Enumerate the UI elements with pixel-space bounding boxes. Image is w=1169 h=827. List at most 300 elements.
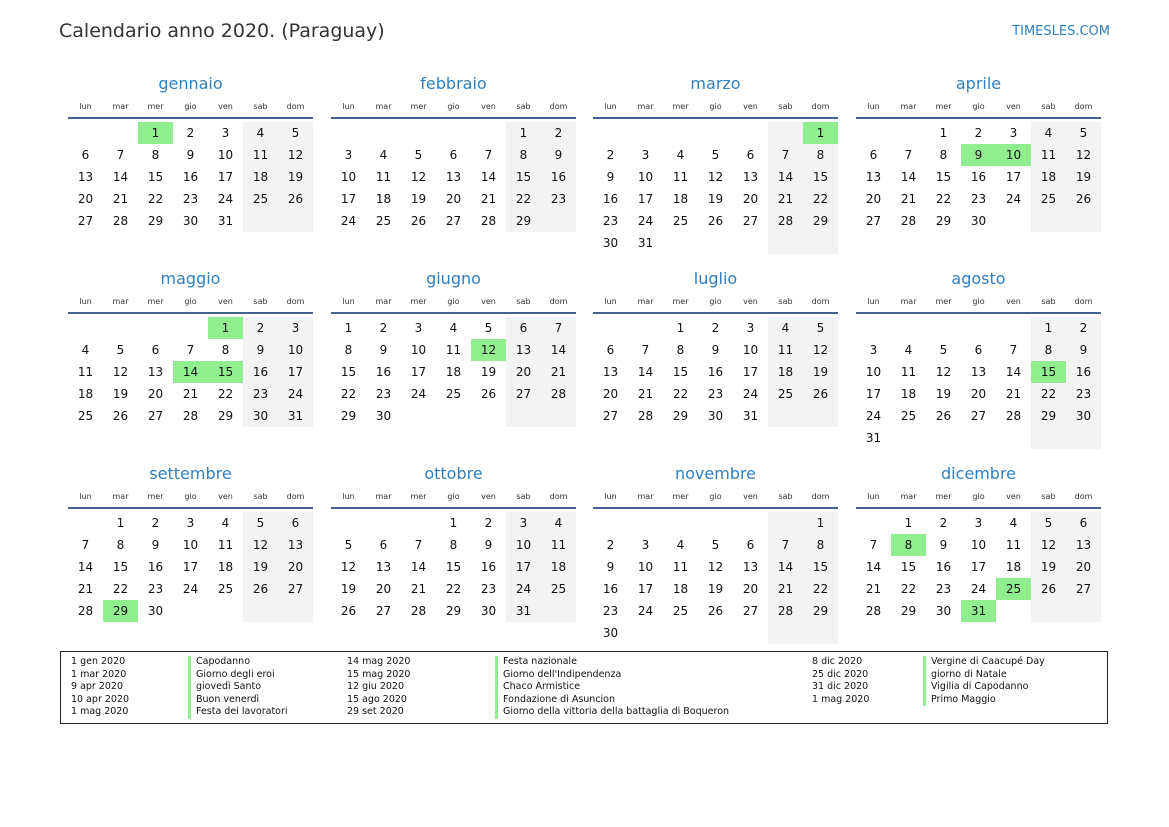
day-cell: 9 [1066,339,1101,361]
day-cell: 7 [186,343,195,357]
day-cell: 28 [480,214,497,228]
day-cell: 8 [151,148,160,162]
weekday-label: mar [112,492,129,501]
day-cell: 25 [217,582,234,596]
day-cell: 5 [414,148,423,162]
weekday-label: lun [867,102,880,111]
day-cell: 27 [506,383,541,405]
day-cell: 28 [768,210,803,232]
day-cell: 16 [935,560,952,574]
day-cell: 22 [803,188,838,210]
empty-day-cell [803,622,838,644]
weekday-label: sab [1041,492,1056,501]
day-cell: 8 [449,538,458,552]
weekday-header [331,489,576,505]
weekday-label: mar [637,492,654,501]
day-cell: 15 [506,166,541,188]
day-cell: 5 [1031,512,1066,534]
weekday-label: mar [375,102,392,111]
day-cell: 8 [676,343,685,357]
day-cell: 24 [742,387,759,401]
weekday-label: gio [184,102,197,111]
month-name: ottobre [424,464,483,483]
weekday-label: lun [79,492,92,501]
day-cell: 9 [151,538,160,552]
weekday-label: lun [342,297,355,306]
holiday-legend [60,651,1108,724]
day-cell: 23 [1066,383,1101,405]
day-cell: 4 [676,148,685,162]
weekday-label: dom [811,492,830,501]
day-cell: 23 [147,582,164,596]
month-dicembre [856,464,1101,622]
day-cell: 6 [746,148,755,162]
day-cell: 30 [147,604,164,618]
empty-day-cell [996,427,1031,449]
weekday-label: sab [778,492,793,501]
header-rule [331,312,576,314]
weekday-label: dom [286,492,305,501]
weekday-label: dom [1074,102,1093,111]
weekday-label: ven [218,492,233,501]
weekday-label: sab [778,102,793,111]
day-cell: 18 [672,582,689,596]
day-cell: 30 [935,604,952,618]
empty-day-cell [103,122,138,144]
day-cell: 9 [243,339,278,361]
weekday-label: gio [709,297,722,306]
holiday-day-cell: 31 [961,600,996,622]
day-cell: 15 [900,560,917,574]
day-cell: 25 [77,409,94,423]
day-cell: 20 [278,556,313,578]
day-cell: 3 [186,516,195,530]
day-cell: 4 [904,343,913,357]
day-cell: 1 [449,516,458,530]
weekday-label: mer [672,102,689,111]
empty-day-cell [401,512,436,534]
weekday-label: mer [147,102,164,111]
day-cell: 2 [243,317,278,339]
day-cell: 14 [768,166,803,188]
day-cell: 19 [935,387,952,401]
day-cell: 19 [480,365,497,379]
day-cell: 29 [935,214,952,228]
day-cell: 15 [112,560,129,574]
day-cell: 1 [116,516,125,530]
legend-holiday-name: Buon venerdì [188,694,288,707]
day-cell: 2 [186,126,195,140]
day-cell: 21 [1005,387,1022,401]
day-cell: 22 [900,582,917,596]
weekday-label: sab [516,297,531,306]
day-cell: 6 [379,538,388,552]
day-cell: 26 [803,383,838,405]
day-cell: 4 [449,321,458,335]
weekday-label: mer [672,297,689,306]
empty-day-cell [663,512,698,534]
weekday-label: ven [1006,492,1021,501]
empty-day-cell [733,122,768,144]
day-cell: 28 [77,604,94,618]
weekday-label: gio [447,492,460,501]
weekday-label: sab [253,102,268,111]
weekday-header [68,99,313,115]
day-cell: 23 [970,192,987,206]
weekday-label: dom [549,297,568,306]
day-cell: 2 [541,122,576,144]
month-marzo [593,74,838,254]
day-cell: 27 [445,214,462,228]
empty-day-cell [926,317,961,339]
day-cell: 1 [506,122,541,144]
weekday-label: mar [375,297,392,306]
empty-day-cell [1066,427,1101,449]
weekday-label: dom [286,297,305,306]
month-novembre [593,464,838,644]
day-cell: 22 [1031,383,1066,405]
day-cell: 13 [147,365,164,379]
day-cell: 11 [77,365,94,379]
day-cell: 6 [81,148,90,162]
day-cell: 13 [445,170,462,184]
empty-day-cell [768,405,803,427]
day-cell: 18 [541,556,576,578]
day-cell: 6 [278,512,313,534]
weekday-label: gio [447,102,460,111]
day-cell: 17 [865,387,882,401]
day-cell: 19 [410,192,427,206]
day-cell: 20 [147,387,164,401]
empty-day-cell [733,622,768,644]
day-cell: 29 [672,409,689,423]
holiday-day-cell: 10 [996,144,1031,166]
day-cell: 19 [243,556,278,578]
day-cell: 24 [637,604,654,618]
weekday-label: lun [867,297,880,306]
day-cell: 24 [506,578,541,600]
legend-dates-col-1 [71,656,129,719]
month-name: gennaio [158,74,223,93]
day-cell: 13 [602,365,619,379]
day-cell: 3 [506,512,541,534]
day-cell: 3 [641,538,650,552]
day-cell: 20 [602,387,619,401]
empty-day-cell [856,122,891,144]
day-cell: 27 [742,214,759,228]
day-cell: 28 [1005,409,1022,423]
days-grid [856,512,1101,622]
day-cell: 4 [243,122,278,144]
empty-day-cell [593,512,628,534]
day-cell: 19 [112,387,129,401]
day-cell: 19 [278,166,313,188]
day-cell: 8 [116,538,125,552]
day-cell: 17 [217,170,234,184]
day-cell: 11 [672,170,689,184]
day-cell: 23 [480,582,497,596]
weekday-label: sab [1041,297,1056,306]
day-cell: 11 [672,560,689,574]
day-cell: 12 [278,144,313,166]
day-cell: 21 [865,582,882,596]
day-cell: 13 [970,365,987,379]
day-cell: 7 [869,538,878,552]
day-cell: 3 [1009,126,1018,140]
weekday-label: mar [637,102,654,111]
empty-day-cell [1066,600,1101,622]
day-cell: 20 [1066,556,1101,578]
day-cell: 10 [637,560,654,574]
weekday-label: mar [900,492,917,501]
days-grid [593,512,838,644]
weekday-header [331,99,576,115]
day-cell: 14 [1005,365,1022,379]
day-cell: 24 [637,214,654,228]
day-cell: 5 [344,538,353,552]
legend-holiday-name: Giorno della vittoria della battaglia di Boqueron [495,706,729,719]
day-cell: 15 [935,170,952,184]
empty-day-cell [628,622,663,644]
day-cell: 3 [221,126,230,140]
legend-holiday-name: Chaco Armistice [495,681,729,694]
legend-holiday-name: Giorno dell'Indipendenza [495,669,729,682]
empty-day-cell [366,512,401,534]
weekday-label: mer [147,492,164,501]
day-cell: 5 [243,512,278,534]
day-cell: 27 [742,604,759,618]
month-febbraio [331,74,576,232]
day-cell: 8 [344,343,353,357]
empty-day-cell [506,405,541,427]
empty-day-cell [593,122,628,144]
day-cell: 27 [375,604,392,618]
day-cell: 19 [1066,166,1101,188]
day-cell: 1 [1031,317,1066,339]
day-cell: 27 [970,409,987,423]
day-cell: 3 [641,148,650,162]
day-cell: 6 [151,343,160,357]
empty-day-cell [891,122,926,144]
empty-day-cell [803,405,838,427]
empty-day-cell [698,232,733,254]
day-cell: 24 [1005,192,1022,206]
day-cell: 30 [375,409,392,423]
day-cell: 15 [445,560,462,574]
header-rule [593,507,838,509]
legend-holiday-name: Festa dei lavoratori [188,706,288,719]
empty-day-cell [698,512,733,534]
legend-date: 12 giu 2020 [347,681,404,692]
day-cell: 11 [243,144,278,166]
weekday-label: sab [516,492,531,501]
day-cell: 9 [186,148,195,162]
day-cell: 2 [1066,317,1101,339]
day-cell: 4 [379,148,388,162]
empty-day-cell [768,122,803,144]
holiday-day-cell: 8 [891,534,926,556]
day-cell: 26 [935,409,952,423]
legend-date: 1 mag 2020 [812,693,870,705]
day-cell: 21 [182,387,199,401]
days-grid [856,122,1101,232]
holiday-day-cell: 9 [961,144,996,166]
empty-day-cell [663,122,698,144]
day-cell: 28 [410,604,427,618]
day-cell: 14 [865,560,882,574]
empty-day-cell [698,622,733,644]
month-aprile [856,74,1101,232]
day-cell: 16 [182,170,199,184]
empty-day-cell [243,600,278,622]
header-rule [68,507,313,509]
day-cell: 22 [803,578,838,600]
empty-day-cell [996,600,1031,622]
day-cell: 24 [410,387,427,401]
day-cell: 8 [803,534,838,556]
empty-day-cell [891,427,926,449]
day-cell: 14 [541,339,576,361]
day-cell: 23 [243,383,278,405]
days-grid [68,317,313,427]
day-cell: 24 [340,214,357,228]
day-cell: 9 [606,560,615,574]
day-cell: 28 [182,409,199,423]
day-cell: 26 [340,604,357,618]
day-cell: 14 [112,170,129,184]
day-cell: 19 [1031,556,1066,578]
month-ottobre [331,464,576,622]
legend-names-col-3 [923,656,1045,706]
header-rule [593,312,838,314]
empty-day-cell [996,210,1031,232]
empty-day-cell [243,210,278,232]
day-cell: 11 [1005,538,1022,552]
day-cell: 26 [243,578,278,600]
day-cell: 6 [606,343,615,357]
day-cell: 20 [742,192,759,206]
day-cell: 22 [147,192,164,206]
day-cell: 18 [768,361,803,383]
day-cell: 18 [243,166,278,188]
legend-date: 15 ago 2020 [347,693,407,705]
day-cell: 31 [637,236,654,250]
day-cell: 11 [541,534,576,556]
day-cell: 30 [182,214,199,228]
empty-day-cell [698,122,733,144]
days-grid [68,122,313,232]
day-cell: 21 [112,192,129,206]
day-cell: 22 [506,188,541,210]
day-cell: 10 [217,148,234,162]
day-cell: 11 [375,170,392,184]
day-cell: 2 [606,148,615,162]
day-cell: 3 [278,317,313,339]
day-cell: 16 [375,365,392,379]
empty-day-cell [173,600,208,622]
day-cell: 4 [1009,516,1018,530]
day-cell: 17 [278,361,313,383]
holiday-day-cell: 14 [173,361,208,383]
weekday-label: sab [516,102,531,111]
legend-holiday-name: Giorno degli eroi [188,669,288,682]
day-cell: 28 [768,600,803,622]
legend-date: 31 dic 2020 [812,681,869,692]
day-cell: 8 [1031,339,1066,361]
day-cell: 11 [1031,144,1066,166]
day-cell: 16 [707,365,724,379]
day-cell: 22 [112,582,129,596]
day-cell: 16 [970,170,987,184]
day-cell: 6 [746,538,755,552]
day-cell: 19 [707,192,724,206]
day-cell: 8 [803,144,838,166]
day-cell: 20 [742,582,759,596]
day-cell: 24 [278,383,313,405]
day-cell: 18 [1031,166,1066,188]
weekday-label: mer [935,297,952,306]
header-rule [68,312,313,314]
day-cell: 17 [340,192,357,206]
empty-day-cell [1031,600,1066,622]
brand-link[interactable]: TIMESLES.COM [1012,24,1110,39]
page-title: Calendario anno 2020. (Paraguay) [59,20,385,42]
header-rule [593,117,838,119]
weekday-label: dom [549,102,568,111]
day-cell: 9 [939,538,948,552]
weekday-label: ven [743,297,758,306]
month-name: novembre [674,464,757,483]
empty-day-cell [68,317,103,339]
legend-holiday-name: Fondazione di Asuncion [495,694,729,707]
day-cell: 4 [541,512,576,534]
day-cell: 14 [768,556,803,578]
day-cell: 13 [506,339,541,361]
day-cell: 21 [77,582,94,596]
weekday-label: gio [709,102,722,111]
month-gennaio [68,74,313,232]
weekday-header [331,294,576,310]
header-rule [68,117,313,119]
day-cell: 31 [217,214,234,228]
legend-date: 1 mar 2020 [71,668,127,680]
day-cell: 3 [746,321,755,335]
day-cell: 29 [445,604,462,618]
day-cell: 12 [243,534,278,556]
day-cell: 26 [410,214,427,228]
day-cell: 3 [414,321,423,335]
day-cell: 5 [803,317,838,339]
day-cell: 10 [410,343,427,357]
day-cell: 10 [742,343,759,357]
day-cell: 23 [182,192,199,206]
holiday-day-cell: 1 [803,122,838,144]
weekday-label: ven [743,102,758,111]
day-cell: 19 [340,582,357,596]
weekday-header [68,489,313,505]
weekday-label: dom [549,492,568,501]
legend-holiday-name: Vergine di Caacupé Day [923,656,1045,669]
weekday-label: ven [218,297,233,306]
day-cell: 5 [116,343,125,357]
day-cell: 27 [278,578,313,600]
weekday-label: gio [184,297,197,306]
days-grid [68,512,313,622]
day-cell: 17 [637,582,654,596]
day-cell: 23 [541,188,576,210]
weekday-header [856,99,1101,115]
day-cell: 5 [711,148,720,162]
